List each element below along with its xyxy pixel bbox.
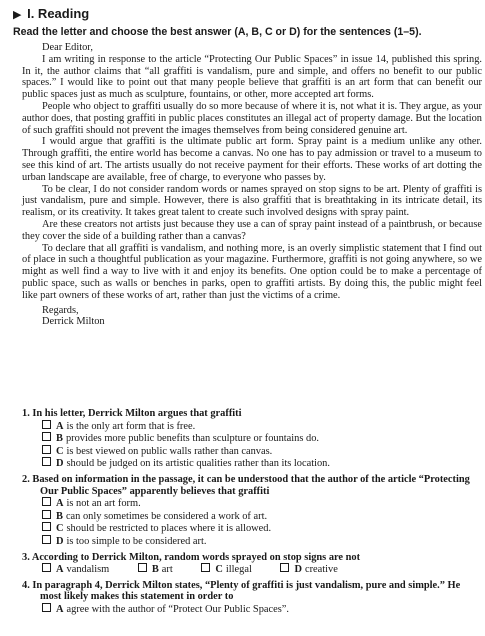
letter-paragraph-1: I am writing in response to the article “Protecting Our Public Spaces” in issue 14, published this spring. In it, the author claims that “all graffiti is vandalism, pure and simple, and offers no benefit to our public spaces.” I would like to point out that many people believe that graffiti is an art form that can benefit our public spaces just as much as sculpture, fountains, or other, more accepted art forms. <box>22 53 482 101</box>
questions <box>22 408 482 620</box>
section-title: I. Reading <box>27 6 90 21</box>
letter-salutation: Dear Editor, <box>42 42 93 53</box>
letter-paragraph-6: To declare that all graffiti is vandalism, and nothing more, is an overly simplistic statement that I find out of place in such a thoughtful publication as your magazine. Furthermore, graffiti is not going anywhere, so we might as well find a way to live with it and enjoy its benefits. One option could be to make a percentage of public space, such as walls or benches in parks, open to graffiti artists. By doing this, the public might feel like part owners of these works of art, rather than just the victims of a crime. <box>22 242 482 301</box>
play-triangle-icon: ▶ <box>13 9 22 21</box>
option-a[interactable]: A vandalism <box>42 563 109 576</box>
letter-paragraph-2: People who object to graffiti usually do so more because of where it is, not what it is. They argue, as your author does, that posting graffiti in public places constitutes an illegal act of property damage. But the location of such graffiti should not prevent the images themselves from being considered genuine art. <box>22 100 482 136</box>
question-2 <box>22 474 482 548</box>
question-stem: 1. In his letter, Derrick Milton argues that graffiti <box>22 408 242 419</box>
question-3 <box>22 552 482 576</box>
instructions: Read the letter and choose the best answer (A, B, C or D) for the sentences (1–5). <box>13 26 422 38</box>
checkbox[interactable] <box>42 445 51 454</box>
option-d[interactable]: D should be judged on its artistic qualities rather than its location. <box>22 457 482 470</box>
checkbox[interactable] <box>42 510 51 519</box>
checkbox[interactable] <box>42 420 51 429</box>
question-1 <box>22 408 482 470</box>
option-b[interactable]: B art <box>138 563 173 576</box>
option-d[interactable]: D creative <box>280 563 337 576</box>
option-a[interactable]: A is the only art form that is free. <box>22 420 482 433</box>
letter-signature: Derrick Milton <box>42 316 105 328</box>
letter <box>22 42 482 328</box>
checkbox[interactable] <box>42 522 51 531</box>
option-d[interactable]: D is too simple to be considered art. <box>22 535 482 548</box>
checkbox[interactable] <box>42 432 51 441</box>
checkbox[interactable] <box>42 497 51 506</box>
option-b[interactable]: B can only sometimes be considered a work of art. <box>22 510 482 523</box>
option-c[interactable]: C should be restricted to places where it is allowed. <box>22 522 482 535</box>
question-stem: 4. In paragraph 4, Derrick Milton states, “Plenty of graffiti is just vandalism, pure and simple.” He most likely makes this statement in order to <box>22 579 461 603</box>
question-4 <box>22 580 482 616</box>
inline-options <box>22 563 482 576</box>
checkbox[interactable] <box>42 563 51 572</box>
question-stem: 3. According to Derrick Milton, random words sprayed on stop signs are not <box>22 551 361 563</box>
option-b[interactable]: B provides more public benefits than sculpture or fountains do. <box>22 432 482 445</box>
option-a[interactable]: A agree with the author of “Protect Our Public Spaces”. <box>22 603 482 616</box>
checkbox[interactable] <box>42 457 51 466</box>
checkbox[interactable] <box>138 563 147 572</box>
checkbox[interactable] <box>42 535 51 544</box>
checkbox[interactable] <box>201 563 210 572</box>
checkbox[interactable] <box>42 603 51 612</box>
checkbox[interactable] <box>280 563 289 572</box>
option-a[interactable]: A is not an art form. <box>22 497 482 510</box>
option-c[interactable]: C illegal <box>201 563 251 576</box>
option-c[interactable]: C is best viewed on public walls rather than canvas. <box>22 445 482 458</box>
section-header <box>13 6 479 39</box>
letter-paragraph-3: I would argue that graffiti is the ultimate public art form. Spray paint is a medium unlike any other. Through graffiti, the entire world has become a canvas. No one has to pay admission or travel to a museum to see this kind of art. The artists usually do not receive payment for their efforts. These works of art dotting the urban landscape are available, free of charge, to everyone who passes by. <box>22 136 482 183</box>
question-stem: 2. Based on information in the passage, it can be understood that the author of the article “Protecting Our Public Spaces” apparently believes that graffiti <box>22 473 470 497</box>
letter-paragraph-5: Are these creators not artists just because they use a can of spray paint instead of a paintbrush, or because they cover the side of a building rather than a canvas? <box>22 218 482 242</box>
letter-closing: Regards, <box>42 304 79 316</box>
letter-paragraph-4: To be clear, I do not consider random words or names sprayed on stop signs to be art. Plenty of graffiti is just vandalism, pure and simple. However, there is also graffiti that is breathtaking in its intricate detail, its realism, or its creativity. It takes great talent to create such involved designs with spray paint. <box>22 183 482 219</box>
letter-signoff <box>22 305 482 329</box>
